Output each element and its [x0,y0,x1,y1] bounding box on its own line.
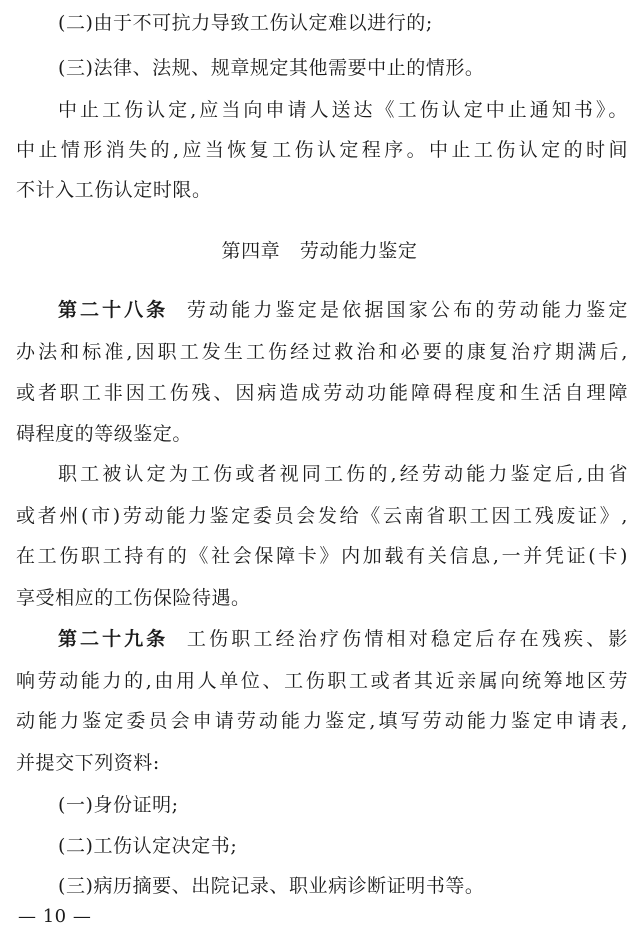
paragraph-line: 享受相应的工伤保险待遇。 [16,587,251,609]
paragraph-line: 办法和标准,因职工发生工伤经过救治和必要的康复治疗期满后, [16,341,628,363]
page-number: — 10 — [18,906,92,927]
article-number: 第二十八条 [58,299,169,321]
chapter-heading: 第四章 劳动能力鉴定 [221,240,418,262]
paragraph-line: 或者职工非因工伤残、因病造成劳动功能障碍程度和生活自理障 [16,382,628,404]
paragraph-line: (三)法律、法规、规章规定其他需要中止的情形。 [58,57,485,79]
paragraph-line: 响劳动能力的,由用人单位、工伤职工或者其近亲属向统筹地区劳 [16,670,628,692]
article-text: 工伤职工经治疗伤情相对稳定后存在残疾、影 [184,628,628,650]
paragraph-line: 中止情形消失的,应当恢复工伤认定程序。中止工伤认定的时间 [16,139,628,161]
paragraph-line: 或者州(市)劳动能力鉴定委员会发给《云南省职工因工残废证》, [16,505,628,527]
paragraph-line: 职工被认定为工伤或者视同工伤的,经劳动能力鉴定后,由省 [58,463,628,485]
paragraph-line: 碍程度的等级鉴定。 [16,423,192,445]
article-29-first-line [58,626,628,652]
article-28-first-line [58,297,628,323]
list-item: (二)工伤认定决定书; [58,835,238,857]
list-item: (三)病历摘要、出院记录、职业病诊断证明书等。 [58,875,485,897]
paragraph-line: 在工伤职工持有的《社会保障卡》内加载有关信息,一并凭证(卡) [16,545,628,567]
paragraph-line: 并提交下列资料: [16,752,160,774]
paragraph-line: (二)由于不可抗力导致工伤认定难以进行的; [58,12,433,34]
article-number: 第二十九条 [58,628,169,650]
paragraph-line: 中止工伤认定,应当向申请人送达《工伤认定中止通知书》。 [58,99,628,121]
list-item: (一)身份证明; [58,794,179,816]
paragraph-line: 不计入工伤认定时限。 [16,179,212,201]
article-text: 劳动能力鉴定是依据国家公布的劳动能力鉴定 [184,299,628,321]
paragraph-line: 动能力鉴定委员会申请劳动能力鉴定,填写劳动能力鉴定申请表, [16,710,628,732]
